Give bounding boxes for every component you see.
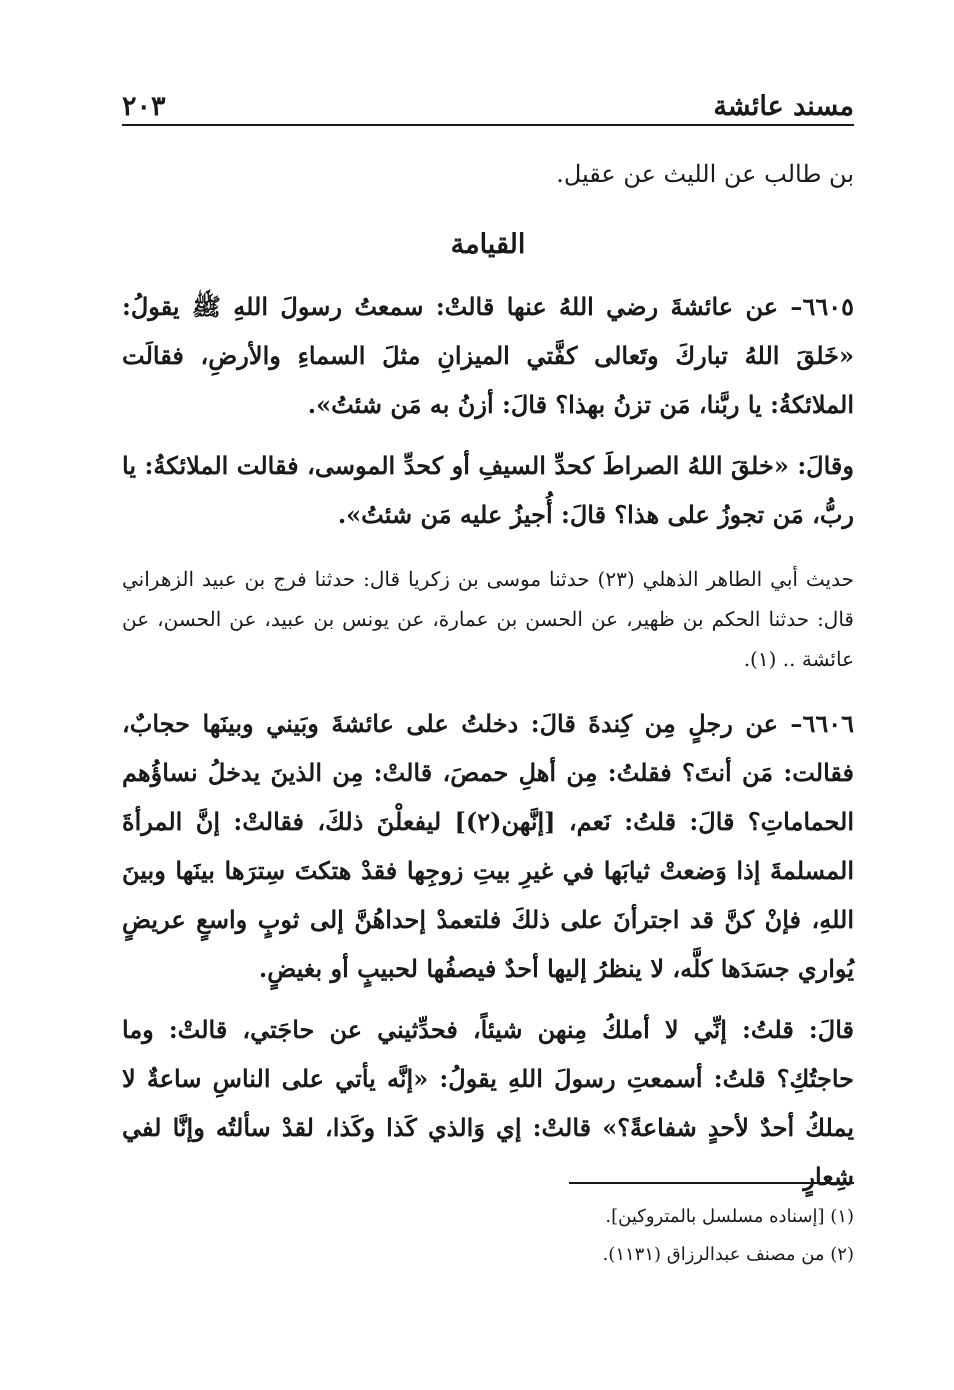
- running-title: مسند عائشة: [713, 91, 854, 122]
- footnotes: [122, 1198, 854, 1274]
- hadith-6605-text2: وقالَ: «خلقَ اللهُ الصراطَ كحدِّ السيفِ أو كحدِّ الموسى، فقالت الملائكةُ: يا ربُّ، مَن تجوزُ على هذا؟ قالَ: أُجيزُ عليه مَن شئتُ».: [122, 451, 854, 529]
- footnote-rule: [569, 1182, 854, 1184]
- header-rule: [122, 124, 854, 126]
- page-body: [122, 150, 854, 1201]
- footnote-1: (١) [إسناده مسلسل بالمتروكين].: [605, 1206, 854, 1227]
- page-number: ٢٠٣: [122, 91, 166, 122]
- hadith-6605-text: ٦٦٠٥– عن عائشةَ رضي اللهُ عنها قالتْ: سمعتُ رسولَ اللهِ ﷺ يقولُ: «خَلقَ اللهُ تباركَ وتَعالى كفَّتي الميزانِ مثلَ السماءِ والأرضِ، فقالَت الملائكةُ: يا ربَّنا، مَن تزنُ بهذا؟ قالَ: أزنُ به مَن شئتُ».: [122, 292, 854, 419]
- hadith-6606-text: ٦٦٠٦– عن رجلٍ مِن كِندةَ قالَ: دخلتُ على عائشةَ وبَيني وبينَها حجابٌ، فقالت: مَن أنتَ؟ فقلتُ: مِن أهلِ حمصَ، قالتْ: مِن الذينَ يدخلُ نساؤُهم الحماماتِ؟ قالَ: قلتُ: نَعم، [إنَّهن(٢)] ليفعلْنَ ذلكَ، فقالتْ: إنَّ المرأةَ المسلمةَ إذا وَضعتْ ثيابَها في غيرِ بيتِ زوجِها فقدْ هتكتَ سِترَها بينَها وبينَ اللهِ، فإنْ كنَّ قد اجترأنَ على ذلكَ فلتعمدْ إحداهُنَّ إلى ثوبٍ واسعٍ عريضٍ يُواري جسَدَها كلَّه، لا ينظرُ إليها أحدٌ فيصفُها لحبيبٍ أو بغيضٍ.: [122, 709, 855, 983]
- footnote-2: (٢) من مصنف عبدالرزاق (١١٣١).: [602, 1244, 854, 1265]
- intro-line: بن طالب عن الليث عن عقيل.: [556, 160, 854, 188]
- section-heading: القيامة: [450, 229, 526, 260]
- hadith-6605-isnad: حديث أبي الطاهر الذهلي (٢٣) حدثنا موسى بن زكريا قال: حدثنا فرج بن عبيد الزهراني قال: حدثنا الحكم بن ظهير، عن الحسن بن عمارة، عن يونس بن عبيد، عن الحسن، عن عائشة .. (١).: [122, 567, 854, 671]
- hadith-6606-text2: قالَ: قلتُ: إنِّي لا أملكُ مِنهن شيئاً، فحدِّثيني عن حاجَتي، قالتْ: وما حاجتُكِ؟ قلتُ: أسمعتِ رسولَ اللهِ يقولُ: «إنَّه يأتي على الناسِ ساعةٌ لا يملكُ أحدٌ لأحدٍ شفاعةً؟» قالتْ: إي وَالذي كَذا وكَذا، لقدْ سألتُه وإنَّا لفي شِعارٍ: [122, 1015, 854, 1191]
- page-header: [122, 78, 854, 122]
